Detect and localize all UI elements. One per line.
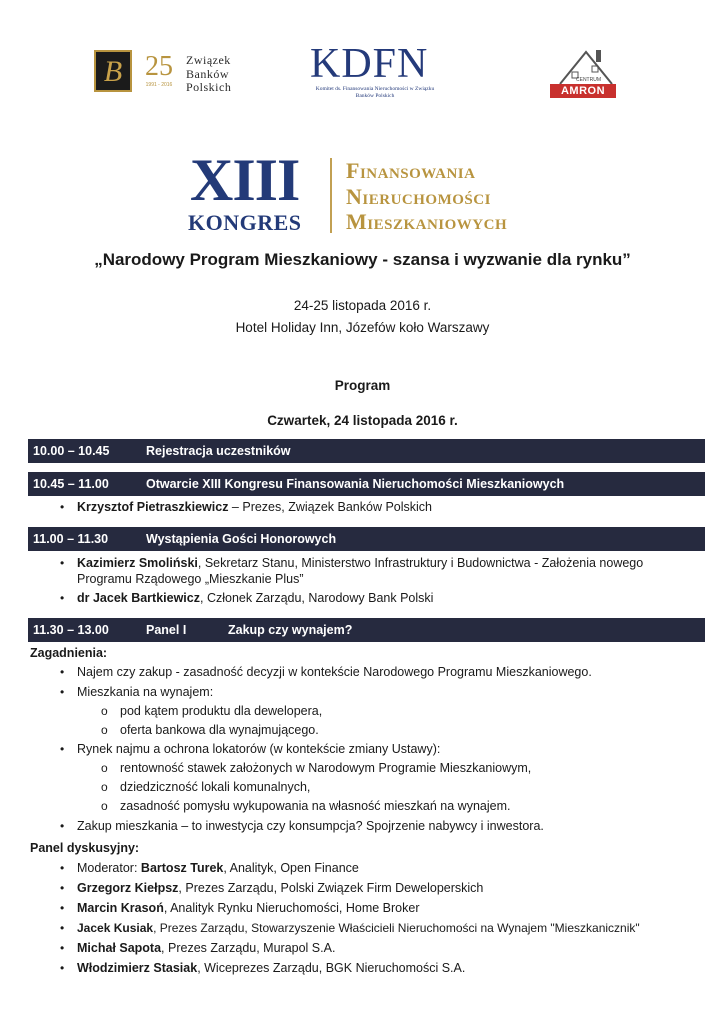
- sub-list-item: rentowność stawek założonych w Narodowym Programie Mieszkaniowym,: [120, 761, 532, 775]
- amron-centrum: CENTRUM: [576, 77, 601, 83]
- circle-bullet-icon: o: [101, 780, 108, 794]
- session-bar: [28, 527, 705, 551]
- list-item: Rynek najmu a ochrona lokatorów (w kontekście zmiany Ustawy):: [77, 742, 441, 756]
- circle-bullet-icon: o: [101, 704, 108, 718]
- bullet-icon: •: [60, 901, 65, 915]
- list-item: Najem czy zakup - zasadność decyzji w kontekście Narodowego Programu Mieszkaniowego.: [77, 665, 592, 679]
- session-time: 11.00 – 11.30: [33, 532, 109, 546]
- congress-name: Finansowania Nieruchomości Mieszkaniowych: [346, 158, 508, 234]
- bullet-icon: •: [60, 961, 65, 975]
- circle-bullet-icon: o: [101, 799, 108, 813]
- session-bar: [28, 439, 705, 463]
- kdfn-logo-subtitle: Komitet ds. Finansowania Nieruchomości w Związku Banków Polskich: [315, 86, 435, 99]
- bullet-icon: •: [60, 861, 65, 875]
- session-time: 10.00 – 10.45: [33, 444, 110, 458]
- congress-word: KONGRES: [188, 210, 302, 235]
- bullet-icon: •: [60, 685, 65, 699]
- session-title: Rejestracja uczestników: [146, 444, 291, 458]
- circle-bullet-icon: o: [101, 723, 108, 737]
- session-time: 11.30 – 13.00: [33, 623, 109, 637]
- panelist-item: Marcin Krasoń, Analityk Rynku Nieruchomości, Home Broker: [77, 901, 420, 915]
- session-time: 10.45 – 11.00: [33, 477, 109, 491]
- sub-list-item: zasadność pomysłu wykupowania na własność mieszkań na wynajem.: [120, 799, 511, 813]
- session-subtitle: Zakup czy wynajem?: [228, 623, 353, 637]
- zbp-logo-mark: B: [94, 50, 132, 92]
- list-item: Kazimierz Smoliński, Sekretarz Stanu, Ministerstwo Infrastruktury i Budownictwa - Założenia nowego: [77, 556, 644, 570]
- panel-heading: Panel dyskusyjny:: [30, 841, 140, 855]
- panelist-item: Michał Sapota, Prezes Zarządu, Murapol S.A.: [77, 941, 336, 955]
- bullet-icon: •: [60, 665, 65, 679]
- zbp-25-anniversary: 25: [145, 51, 173, 82]
- bullet-icon: •: [60, 500, 65, 514]
- issues-heading: Zagadnienia:: [30, 646, 108, 660]
- event-venue: Hotel Holiday Inn, Józefów koło Warszawy: [235, 320, 490, 335]
- list-item: Mieszkania na wynajem:: [77, 685, 214, 699]
- amron-logo: AMRON: [550, 84, 616, 98]
- kdfn-logo: KDFN: [310, 41, 429, 87]
- session-title: Wystąpienia Gości Honorowych: [146, 532, 337, 546]
- day-heading: Czwartek, 24 listopada 2016 r.: [267, 413, 458, 428]
- list-item: dr Jacek Bartkiewicz, Członek Zarządu, Narodowy Bank Polski: [77, 591, 434, 605]
- bullet-icon: •: [60, 941, 65, 955]
- sub-list-item: dziedziczność lokali komunalnych,: [120, 780, 311, 794]
- list-item: Krzysztof Pietraszkiewicz – Prezes, Związek Banków Polskich: [77, 500, 433, 514]
- panelist-item: Włodzimierz Stasiak, Wiceprezes Zarządu, BGK Nieruchomości S.A.: [77, 961, 466, 975]
- panelist-item: Grzegorz Kiełpsz, Prezes Zarządu, Polski Związek Firm Deweloperskich: [77, 881, 484, 895]
- bullet-icon: •: [60, 921, 65, 935]
- session-bar: [28, 472, 705, 496]
- bullet-icon: •: [60, 819, 65, 833]
- bullet-icon: •: [60, 556, 65, 570]
- list-item-continuation: Programu Rządowego „Mieszkanie Plus”: [77, 572, 304, 586]
- bullet-icon: •: [60, 591, 65, 605]
- session-bar: [28, 618, 705, 642]
- zbp-logo-text: Związek Banków Polskich: [186, 53, 232, 94]
- bullet-icon: •: [60, 742, 65, 756]
- circle-bullet-icon: o: [101, 761, 108, 775]
- program-heading: Program: [334, 378, 391, 393]
- sub-list-item: pod kątem produktu dla dewelopera,: [120, 704, 323, 718]
- bullet-icon: •: [60, 881, 65, 895]
- panelist-item: Jacek Kusiak, Prezes Zarządu, Stowarzyszenie Właścicieli Nieruchomości na Wynajem "Mieszkanicznik": [77, 921, 640, 935]
- sub-list-item: oferta bankowa dla wynajmującego.: [120, 723, 319, 737]
- congress-numeral: XIII: [190, 147, 300, 213]
- session-title: Panel I: [146, 623, 187, 637]
- panelist-item: Moderator: Bartosz Turek, Analityk, Open Finance: [77, 861, 359, 875]
- session-title: Otwarcie XIII Kongresu Finansowania Nieruchomości Mieszkaniowych: [146, 477, 565, 491]
- title-divider: [330, 158, 332, 233]
- congress-subtitle: „Narodowy Program Mieszkaniowy - szansa i wyzwanie dla rynku”: [94, 250, 631, 269]
- list-item: Zakup mieszkania – to inwestycja czy konsumpcja? Spojrzenie nabywcy i inwestora.: [77, 819, 544, 833]
- zbp-years: 1991 - 2016: [145, 82, 173, 88]
- event-dates: 24-25 listopada 2016 r.: [293, 298, 432, 313]
